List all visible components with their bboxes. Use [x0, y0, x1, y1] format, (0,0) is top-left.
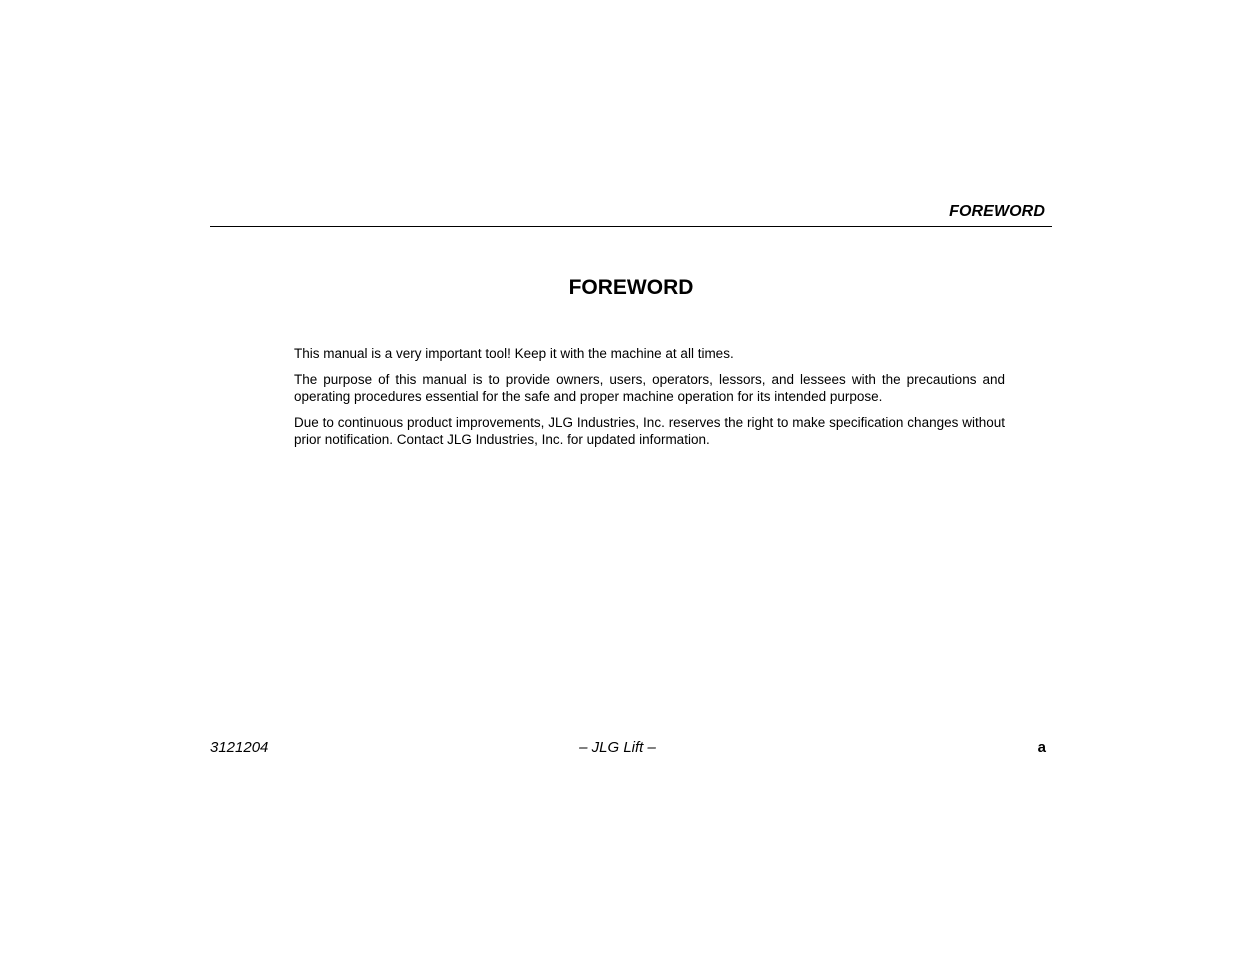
running-header	[210, 202, 1052, 227]
paragraph-purpose: The purpose of this manual is to provide owners, users, operators, lessors, and lessees with the precautions and operating procedures essential for the safe and proper machine operation for its intended purpose.	[294, 372, 1005, 404]
footer-product-name: – JLG Lift –	[579, 739, 656, 756]
page-title: FOREWORD	[568, 276, 694, 299]
footer-page-number: a	[1037, 739, 1046, 756]
body-text	[294, 345, 1005, 457]
paragraph-intro: This manual is a very important tool! Keep it with the machine at all times.	[294, 346, 734, 361]
paragraph-improvements: Due to continuous product improvements, JLG Industries, Inc. reserves the right to make specification changes without prior notification. Contact JLG Industries, Inc. for updated information.	[294, 415, 1005, 447]
running-header-title: FOREWORD	[949, 203, 1045, 220]
footer-document-number: 3121204	[210, 739, 269, 756]
